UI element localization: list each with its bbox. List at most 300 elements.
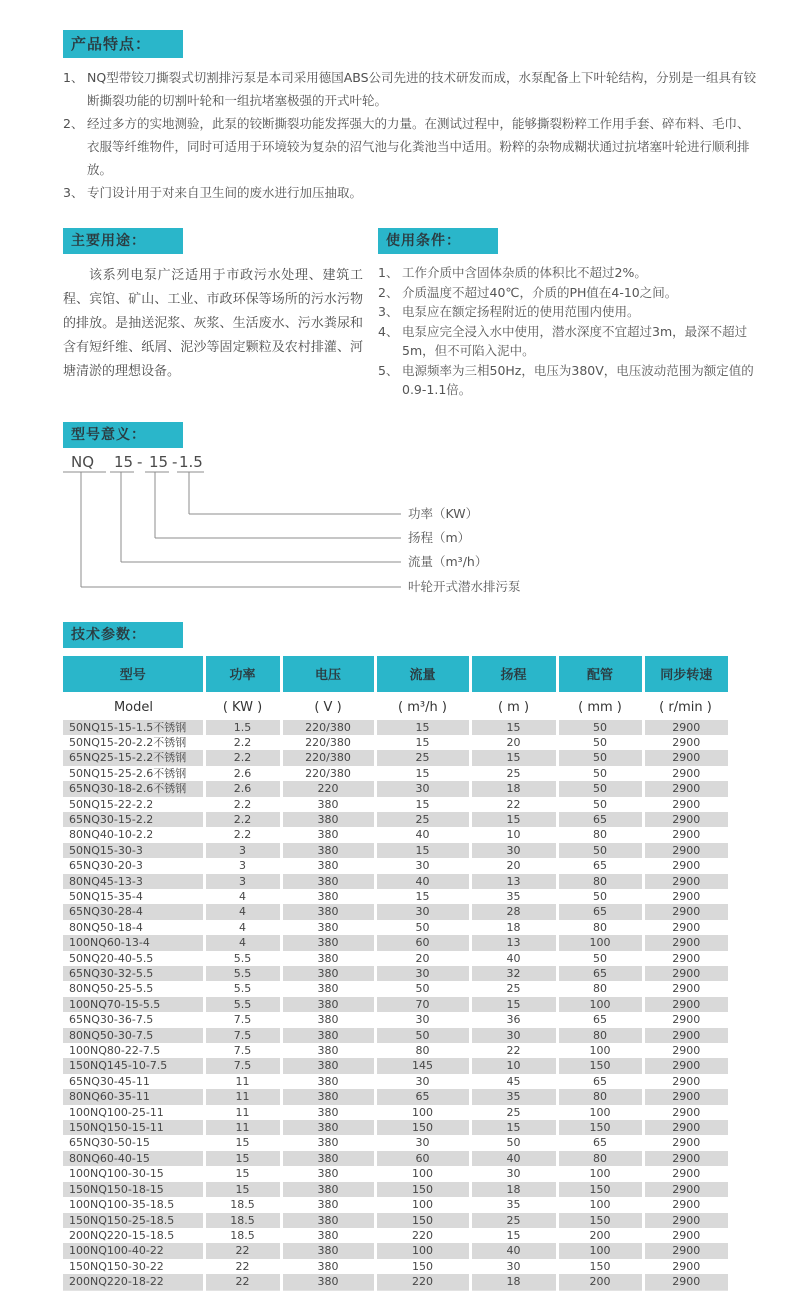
feature-item-text: 专门设计用于对来自卫生间的废水进行加压抽取。 (87, 185, 363, 200)
condition-item (378, 283, 757, 303)
cell-flow: 30 (375, 904, 470, 919)
cell-speed: 2900 (643, 1259, 728, 1274)
cell-model: 65NQ25-15-2.2不锈钢 (63, 750, 204, 765)
cell-voltage: 380 (281, 843, 375, 858)
col-header-model: 型号 (63, 656, 204, 694)
spec-row (63, 843, 728, 858)
cell-power: 2.2 (204, 735, 281, 750)
cell-voltage: 380 (281, 1182, 375, 1197)
cell-flow: 15 (375, 720, 470, 735)
cell-power: 18.5 (204, 1228, 281, 1243)
cell-speed: 2900 (643, 966, 728, 981)
cell-flow: 100 (375, 1197, 470, 1212)
cell-voltage: 380 (281, 966, 375, 981)
spec-row (63, 1243, 728, 1258)
cell-head: 25 (470, 766, 557, 781)
feature-item (63, 112, 757, 181)
section-features (63, 30, 757, 204)
spec-row (63, 1213, 728, 1228)
cell-speed: 2900 (643, 1213, 728, 1228)
spec-row (63, 951, 728, 966)
spec-row (63, 1135, 728, 1150)
col-unit-model: Model (63, 694, 204, 720)
cell-pipe: 80 (557, 1089, 643, 1104)
cell-model: 150NQ150-25-18.5 (63, 1213, 204, 1228)
cell-flow: 30 (375, 1135, 470, 1150)
cell-pipe: 65 (557, 904, 643, 919)
condition-item-number: 5、 (378, 362, 399, 378)
cell-model: 150NQ150-30-22 (63, 1259, 204, 1274)
cell-power: 4 (204, 920, 281, 935)
cell-flow: 220 (375, 1274, 470, 1290)
spec-row (63, 812, 728, 827)
cell-head: 30 (470, 1166, 557, 1181)
cell-speed: 2900 (643, 1228, 728, 1243)
cell-pipe: 50 (557, 843, 643, 858)
col-header-voltage: 电压 (281, 656, 375, 694)
cell-head: 20 (470, 735, 557, 750)
cell-flow: 25 (375, 812, 470, 827)
cell-power: 11 (204, 1120, 281, 1135)
cell-power: 11 (204, 1074, 281, 1089)
cell-model: 80NQ60-40-15 (63, 1151, 204, 1166)
cell-model: 65NQ30-50-15 (63, 1135, 204, 1150)
cell-model: 100NQ100-30-15 (63, 1166, 204, 1181)
cell-speed: 2900 (643, 750, 728, 765)
cell-voltage: 380 (281, 797, 375, 812)
cell-power: 5.5 (204, 966, 281, 981)
cell-voltage: 220/380 (281, 720, 375, 735)
condition-item (378, 322, 757, 361)
condition-item-text: 工作介质中含固体杂质的体积比不超过2%。 (402, 265, 647, 280)
cell-pipe: 80 (557, 920, 643, 935)
cell-power: 2.6 (204, 781, 281, 796)
spec-row (63, 781, 728, 796)
cell-power: 18.5 (204, 1213, 281, 1228)
cell-flow: 100 (375, 1105, 470, 1120)
cell-speed: 2900 (643, 1135, 728, 1150)
cell-model: 50NQ15-30-3 (63, 843, 204, 858)
cell-head: 15 (470, 812, 557, 827)
cell-head: 40 (470, 1243, 557, 1258)
cell-speed: 2900 (643, 843, 728, 858)
cell-model: 65NQ30-20-3 (63, 858, 204, 873)
cell-speed: 2900 (643, 951, 728, 966)
cell-pipe: 150 (557, 1213, 643, 1228)
usage-title: 主要用途： (63, 228, 183, 254)
cell-head: 45 (470, 1074, 557, 1089)
spec-row (63, 981, 728, 996)
spec-row (63, 1058, 728, 1073)
spec-row (63, 1151, 728, 1166)
cell-pipe: 80 (557, 1028, 643, 1043)
cell-model: 100NQ60-13-4 (63, 935, 204, 950)
cell-head: 15 (470, 720, 557, 735)
cell-power: 15 (204, 1135, 281, 1150)
cell-head: 20 (470, 858, 557, 873)
spec-row (63, 1120, 728, 1135)
cell-model: 200NQ220-18-22 (63, 1274, 204, 1290)
cell-head: 35 (470, 1089, 557, 1104)
spec-row (63, 889, 728, 904)
cell-head: 40 (470, 951, 557, 966)
cell-voltage: 380 (281, 951, 375, 966)
cell-flow: 15 (375, 797, 470, 812)
cell-head: 13 (470, 935, 557, 950)
spec-row (63, 966, 728, 981)
cell-head: 18 (470, 920, 557, 935)
spec-row (63, 920, 728, 935)
spec-row (63, 904, 728, 919)
cell-pipe: 200 (557, 1228, 643, 1243)
cell-voltage: 380 (281, 1105, 375, 1120)
cell-model: 65NQ30-36-7.5 (63, 1012, 204, 1027)
section-specs (63, 622, 757, 1291)
cell-pipe: 150 (557, 1058, 643, 1073)
cell-flow: 20 (375, 951, 470, 966)
col-header-flow: 流量 (375, 656, 470, 694)
spec-row (63, 1028, 728, 1043)
spec-row (63, 797, 728, 812)
cell-power: 7.5 (204, 1043, 281, 1058)
cell-voltage: 380 (281, 1259, 375, 1274)
cell-speed: 2900 (643, 1074, 728, 1089)
cell-model: 65NQ30-15-2.2 (63, 812, 204, 827)
cell-flow: 220 (375, 1228, 470, 1243)
cell-voltage: 220/380 (281, 750, 375, 765)
cell-power: 2.2 (204, 750, 281, 765)
spec-row (63, 720, 728, 735)
feature-list (63, 66, 757, 204)
cell-model: 50NQ20-40-5.5 (63, 951, 204, 966)
cell-voltage: 380 (281, 981, 375, 996)
cell-power: 4 (204, 935, 281, 950)
cell-voltage: 220 (281, 781, 375, 796)
cell-speed: 2900 (643, 889, 728, 904)
cell-flow: 15 (375, 735, 470, 750)
cell-head: 25 (470, 981, 557, 996)
cell-head: 28 (470, 904, 557, 919)
cell-speed: 2900 (643, 874, 728, 889)
cell-flow: 150 (375, 1120, 470, 1135)
cell-power: 2.2 (204, 812, 281, 827)
feature-item-text: NQ型带铰刀撕裂式切割排污泵是本司采用德国ABS公司先进的技术研发而成，水泵配备上下叶轮结构，分别是一组具有铰断撕裂功能的切割叶轮和一组抗堵塞极强的开式叶轮。 (87, 70, 757, 108)
spec-row (63, 1012, 728, 1027)
col-header-pipe: 配管 (557, 656, 643, 694)
col-header-power: 功率 (204, 656, 281, 694)
cell-head: 25 (470, 1213, 557, 1228)
cell-model: 50NQ15-35-4 (63, 889, 204, 904)
cell-model: 80NQ50-30-7.5 (63, 1028, 204, 1043)
cell-power: 2.6 (204, 766, 281, 781)
cell-flow: 100 (375, 1166, 470, 1181)
cell-head: 30 (470, 843, 557, 858)
cell-flow: 70 (375, 997, 470, 1012)
cell-model: 100NQ70-15-5.5 (63, 997, 204, 1012)
cell-speed: 2900 (643, 1012, 728, 1027)
cell-power: 18.5 (204, 1197, 281, 1212)
cell-flow: 80 (375, 1043, 470, 1058)
conditions-list (378, 263, 757, 400)
cell-model: 80NQ40-10-2.2 (63, 827, 204, 842)
col-header-head: 扬程 (470, 656, 557, 694)
cell-pipe: 100 (557, 1243, 643, 1258)
cell-pipe: 100 (557, 1043, 643, 1058)
spec-row (63, 1089, 728, 1104)
cell-voltage: 380 (281, 827, 375, 842)
conditions-title: 使用条件： (378, 228, 498, 254)
specs-table-body (63, 720, 728, 1291)
cell-power: 1.5 (204, 720, 281, 735)
cell-speed: 2900 (643, 720, 728, 735)
spec-row (63, 1166, 728, 1181)
cell-speed: 2900 (643, 1151, 728, 1166)
condition-item-text: 电源频率为三相50Hz，电压为380V，电压波动范围为额定值的0.9-1.1倍。 (402, 362, 754, 397)
cell-pipe: 65 (557, 1012, 643, 1027)
usage-body: 该系列电泵广泛适用于市政污水处理、建筑工程、宾馆、矿山、工业、市政环保等场所的污水污物的排放。是抽送泥浆、灰浆、生活废水、污水粪尿和含有短纤维、纸屑、泥沙等固定颗粒及农村排灌、河塘清淤的理想设备。 (63, 268, 363, 379)
cell-voltage: 380 (281, 1089, 375, 1104)
cell-flow: 15 (375, 889, 470, 904)
cell-speed: 2900 (643, 1120, 728, 1135)
cell-pipe: 150 (557, 1259, 643, 1274)
cell-flow: 100 (375, 1243, 470, 1258)
cell-head: 13 (470, 874, 557, 889)
model-code-head: 15 (149, 452, 169, 471)
cell-power: 22 (204, 1243, 281, 1258)
cell-flow: 15 (375, 843, 470, 858)
condition-item (378, 263, 757, 283)
cell-model: 150NQ150-15-11 (63, 1120, 204, 1135)
cell-pipe: 80 (557, 827, 643, 842)
cell-speed: 2900 (643, 1197, 728, 1212)
spec-row (63, 1074, 728, 1089)
cell-pipe: 65 (557, 1074, 643, 1089)
cell-voltage: 380 (281, 1243, 375, 1258)
cell-model: 200NQ220-15-18.5 (63, 1228, 204, 1243)
cell-speed: 2900 (643, 1089, 728, 1104)
cell-power: 5.5 (204, 981, 281, 996)
cell-power: 7.5 (204, 1012, 281, 1027)
cell-model: 80NQ60-35-11 (63, 1089, 204, 1104)
model-code-power: 1.5 (179, 452, 203, 471)
cell-pipe: 50 (557, 720, 643, 735)
feature-item (63, 181, 757, 204)
cell-speed: 2900 (643, 766, 728, 781)
specs-header-row (63, 656, 728, 694)
feature-item-number: 2、 (63, 116, 84, 131)
cell-power: 11 (204, 1089, 281, 1104)
cell-pipe: 100 (557, 997, 643, 1012)
spec-row (63, 1182, 728, 1197)
cell-voltage: 380 (281, 935, 375, 950)
cell-flow: 50 (375, 920, 470, 935)
cell-model: 65NQ30-45-11 (63, 1074, 204, 1089)
specs-table (63, 656, 728, 1291)
cell-power: 15 (204, 1166, 281, 1181)
cell-flow: 145 (375, 1058, 470, 1073)
spec-row (63, 858, 728, 873)
cell-pipe: 100 (557, 935, 643, 950)
label-flow: 流量（m³/h） (408, 553, 488, 569)
cell-voltage: 380 (281, 1274, 375, 1290)
feature-item-number: 3、 (63, 185, 84, 200)
spec-row (63, 874, 728, 889)
model-code-diagram (63, 452, 723, 604)
feature-item (63, 66, 757, 112)
cell-head: 10 (470, 827, 557, 842)
cell-flow: 50 (375, 1028, 470, 1043)
cell-head: 10 (470, 1058, 557, 1073)
cell-voltage: 380 (281, 1074, 375, 1089)
condition-item-number: 4、 (378, 323, 399, 339)
label-series: 叶轮开式潜水排污泵 (408, 578, 521, 594)
cell-head: 22 (470, 797, 557, 812)
cell-power: 4 (204, 904, 281, 919)
cell-pipe: 150 (557, 1182, 643, 1197)
cell-power: 22 (204, 1274, 281, 1290)
cell-pipe: 200 (557, 1274, 643, 1290)
cell-model: 65NQ30-18-2.6不锈钢 (63, 781, 204, 796)
cell-model: 50NQ15-20-2.2不锈钢 (63, 735, 204, 750)
cell-voltage: 380 (281, 858, 375, 873)
cell-pipe: 100 (557, 1197, 643, 1212)
label-power: 功率（KW） (408, 505, 479, 521)
cell-pipe: 80 (557, 1151, 643, 1166)
cell-pipe: 65 (557, 812, 643, 827)
col-unit-voltage: ( V ) (281, 694, 375, 720)
section-model-meaning (63, 422, 757, 604)
cell-model: 100NQ100-25-11 (63, 1105, 204, 1120)
cell-speed: 2900 (643, 1274, 728, 1290)
spec-row (63, 1105, 728, 1120)
cell-head: 35 (470, 889, 557, 904)
cell-pipe: 50 (557, 889, 643, 904)
cell-head: 15 (470, 750, 557, 765)
label-head: 扬程（m） (408, 529, 471, 545)
cell-model: 80NQ50-25-5.5 (63, 981, 204, 996)
cell-flow: 150 (375, 1182, 470, 1197)
cell-speed: 2900 (643, 904, 728, 919)
cell-pipe: 50 (557, 735, 643, 750)
model-code-flow: 15 (114, 452, 134, 471)
cell-flow: 30 (375, 781, 470, 796)
cell-power: 11 (204, 1105, 281, 1120)
cell-power: 3 (204, 843, 281, 858)
cell-head: 18 (470, 781, 557, 796)
cell-flow: 40 (375, 827, 470, 842)
cell-speed: 2900 (643, 797, 728, 812)
cell-speed: 2900 (643, 920, 728, 935)
cell-pipe: 150 (557, 1120, 643, 1135)
cell-voltage: 380 (281, 1197, 375, 1212)
cell-speed: 2900 (643, 858, 728, 873)
cell-model: 65NQ30-28-4 (63, 904, 204, 919)
cell-pipe: 65 (557, 858, 643, 873)
cell-voltage: 220/380 (281, 735, 375, 750)
cell-model: 150NQ150-18-15 (63, 1182, 204, 1197)
cell-head: 36 (470, 1012, 557, 1027)
cell-pipe: 65 (557, 966, 643, 981)
cell-speed: 2900 (643, 1043, 728, 1058)
cell-speed: 2900 (643, 1105, 728, 1120)
cell-flow: 30 (375, 858, 470, 873)
cell-speed: 2900 (643, 827, 728, 842)
model-code-dash2: - (172, 452, 178, 471)
usage-conditions-row (63, 228, 757, 400)
condition-item-number: 2、 (378, 284, 399, 300)
cell-flow: 65 (375, 1089, 470, 1104)
cell-speed: 2900 (643, 1028, 728, 1043)
cell-voltage: 380 (281, 1213, 375, 1228)
cell-voltage: 380 (281, 1043, 375, 1058)
col-unit-pipe: ( mm ) (557, 694, 643, 720)
condition-item (378, 302, 757, 322)
cell-pipe: 65 (557, 1135, 643, 1150)
model-meaning-title: 型号意义： (63, 422, 183, 448)
spec-row (63, 827, 728, 842)
cell-head: 15 (470, 997, 557, 1012)
cell-voltage: 380 (281, 1228, 375, 1243)
col-header-speed: 同步转速 (643, 656, 728, 694)
cell-flow: 50 (375, 981, 470, 996)
cell-model: 65NQ30-32-5.5 (63, 966, 204, 981)
cell-pipe: 50 (557, 750, 643, 765)
cell-power: 2.2 (204, 827, 281, 842)
cell-head: 35 (470, 1197, 557, 1212)
spec-row (63, 735, 728, 750)
cell-head: 18 (470, 1182, 557, 1197)
cell-head: 30 (470, 1259, 557, 1274)
cell-pipe: 50 (557, 781, 643, 796)
feature-item-text: 经过多方的实地测验，此泵的铰断撕裂功能发挥强大的力量。在测试过程中，能够撕裂粉粹工作用手套、碎布料、毛巾、衣服等纤维物件，同时可适用于环境较为复杂的沼气池与化粪池当中适用。粉粹的杂物成糊状通过抗堵塞叶轮进行顺利排放。 (87, 116, 750, 177)
cell-flow: 60 (375, 1151, 470, 1166)
condition-item-text: 电泵应在额定扬程附近的使用范围内使用。 (402, 304, 640, 319)
spec-row (63, 1274, 728, 1290)
spec-row (63, 766, 728, 781)
cell-power: 3 (204, 874, 281, 889)
cell-speed: 2900 (643, 1166, 728, 1181)
cell-power: 7.5 (204, 1058, 281, 1073)
cell-voltage: 380 (281, 1028, 375, 1043)
specs-unit-row (63, 694, 728, 720)
spec-row (63, 997, 728, 1012)
spec-row (63, 750, 728, 765)
cell-model: 50NQ15-25-2.6不锈钢 (63, 766, 204, 781)
cell-power: 5.5 (204, 997, 281, 1012)
cell-power: 15 (204, 1151, 281, 1166)
cell-model: 80NQ50-18-4 (63, 920, 204, 935)
cell-speed: 2900 (643, 781, 728, 796)
cell-head: 15 (470, 1228, 557, 1243)
cell-power: 15 (204, 1182, 281, 1197)
cell-speed: 2900 (643, 997, 728, 1012)
section-usage (63, 228, 378, 400)
cell-head: 40 (470, 1151, 557, 1166)
cell-model: 50NQ15-15-1.5不锈钢 (63, 720, 204, 735)
cell-flow: 150 (375, 1213, 470, 1228)
cell-flow: 30 (375, 966, 470, 981)
cell-model: 50NQ15-22-2.2 (63, 797, 204, 812)
spec-row (63, 1259, 728, 1274)
cell-power: 7.5 (204, 1028, 281, 1043)
specs-title: 技术参数： (63, 622, 183, 648)
cell-speed: 2900 (643, 981, 728, 996)
cell-model: 100NQ100-35-18.5 (63, 1197, 204, 1212)
cell-power: 5.5 (204, 951, 281, 966)
section-conditions (378, 228, 757, 400)
cell-speed: 2900 (643, 1182, 728, 1197)
cell-voltage: 380 (281, 920, 375, 935)
